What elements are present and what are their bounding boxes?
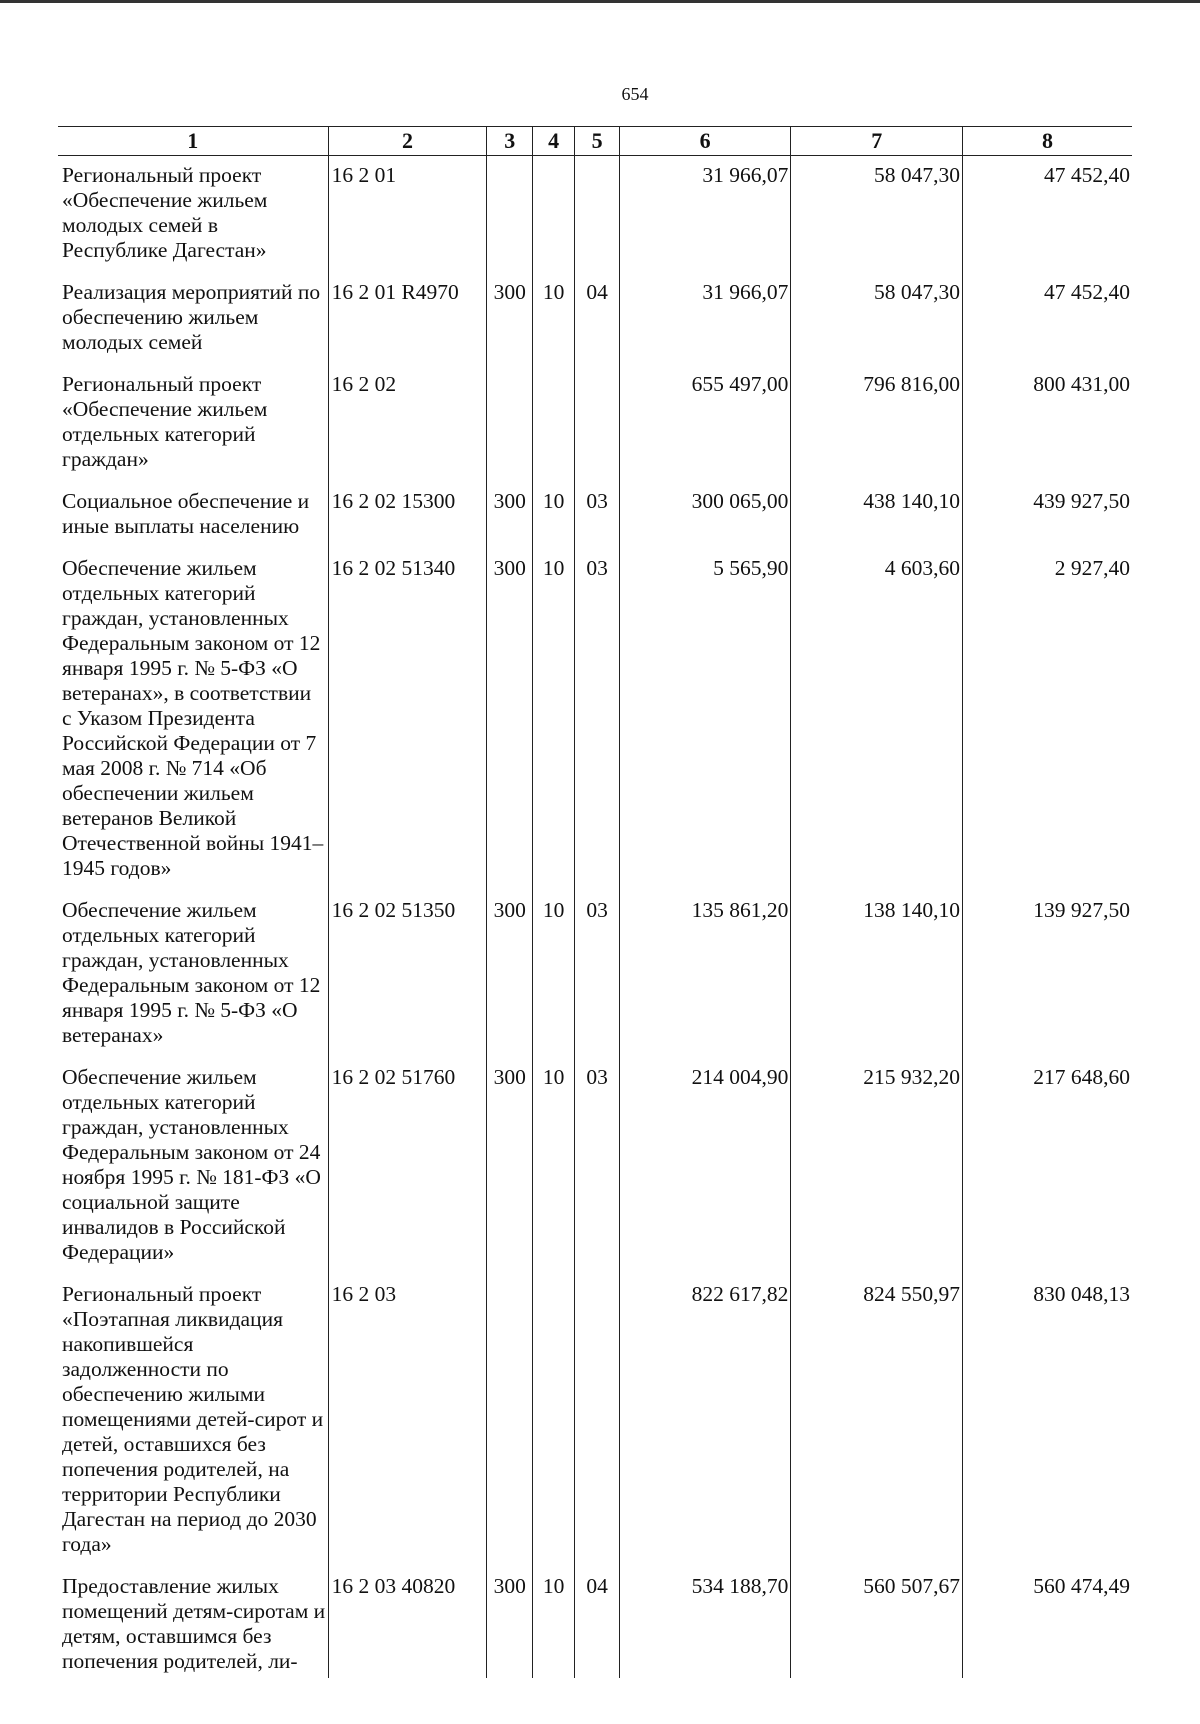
budget-table (58, 126, 1132, 1678)
row-rz: 10 (532, 1058, 574, 1275)
row-rz (532, 1275, 574, 1567)
header-cell: 8 (962, 127, 1132, 156)
table-row (58, 891, 1132, 1058)
row-name: Региональный проект «Обеспечение жильем отдельных категорий граждан» (62, 372, 268, 471)
row-value-col7: 560 507,67 (791, 1567, 963, 1678)
row-code: 16 2 01 R4970 (328, 273, 487, 365)
row-pr: 03 (575, 549, 619, 891)
row-rz: 10 (532, 549, 574, 891)
row-name: Предоставление жилых помещений детям-сиротам и детям, оставшимся без попечения родителей, ли- (62, 1574, 326, 1673)
row-value-col6: 214 004,90 (619, 1058, 791, 1275)
row-value-col6: 655 497,00 (619, 365, 791, 482)
row-pr: 04 (575, 1567, 619, 1678)
row-name: Обеспечение жильем отдельных категорий граждан, установленных Федеральным законом от 24 ноября 1995 г. № 181-ФЗ «О социальной защите инвалидов в Российской Федерации» (62, 1065, 321, 1264)
table-row (58, 482, 1132, 549)
row-vr: 300 (487, 891, 533, 1058)
row-vr: 300 (487, 549, 533, 891)
row-vr: 300 (487, 482, 533, 549)
row-code: 16 2 02 (328, 365, 487, 482)
row-value-col7: 438 140,10 (791, 482, 963, 549)
header-cell: 4 (532, 127, 574, 156)
row-value-col6: 31 966,07 (619, 273, 791, 365)
row-code: 16 2 02 51340 (328, 549, 487, 891)
table-row (58, 1567, 1132, 1678)
row-value-col8: 560 474,49 (962, 1567, 1132, 1678)
row-value-col8: 139 927,50 (962, 891, 1132, 1058)
row-code: 16 2 03 (328, 1275, 487, 1567)
row-name: Региональный проект «Обеспечение жильем молодых семей в Республике Дагестан» (62, 163, 268, 262)
row-vr: 300 (487, 1567, 533, 1678)
row-rz: 10 (532, 891, 574, 1058)
row-rz: 10 (532, 1567, 574, 1678)
table-row (58, 156, 1132, 274)
header-cell: 1 (58, 127, 328, 156)
header-row (58, 127, 1132, 156)
row-value-col8: 800 431,00 (962, 365, 1132, 482)
row-value-col7: 4 603,60 (791, 549, 963, 891)
row-vr: 300 (487, 1058, 533, 1275)
table-row (58, 1275, 1132, 1567)
table-row (58, 549, 1132, 891)
row-code: 16 2 03 40820 (328, 1567, 487, 1678)
row-value-col8: 2 927,40 (962, 549, 1132, 891)
row-value-col7: 138 140,10 (791, 891, 963, 1058)
header-cell: 2 (328, 127, 487, 156)
row-pr: 03 (575, 891, 619, 1058)
row-value-col7: 58 047,30 (791, 156, 963, 274)
table-row (58, 1058, 1132, 1275)
header-cell: 5 (575, 127, 619, 156)
row-value-col6: 300 065,00 (619, 482, 791, 549)
row-value-col8: 47 452,40 (962, 273, 1132, 365)
header-cell: 7 (791, 127, 963, 156)
row-vr (487, 365, 533, 482)
row-rz (532, 365, 574, 482)
row-pr: 03 (575, 1058, 619, 1275)
row-value-col7: 824 550,97 (791, 1275, 963, 1567)
row-value-col8: 830 048,13 (962, 1275, 1132, 1567)
row-rz (532, 156, 574, 274)
row-vr (487, 1275, 533, 1567)
row-value-col6: 5 565,90 (619, 549, 791, 891)
row-pr (575, 156, 619, 274)
row-value-col6: 135 861,20 (619, 891, 791, 1058)
row-value-col6: 31 966,07 (619, 156, 791, 274)
row-name: Реализация мероприятий по обеспечению жильем молодых семей (62, 280, 321, 354)
row-name: Обеспечение жильем отдельных категорий граждан, установленных Федеральным законом от 12 января 1995 г. № 5-ФЗ «О ветеранах» (62, 898, 321, 1047)
header-cell: 6 (619, 127, 791, 156)
row-code: 16 2 02 15300 (328, 482, 487, 549)
row-code: 16 2 02 51760 (328, 1058, 487, 1275)
row-value-col8: 217 648,60 (962, 1058, 1132, 1275)
row-value-col7: 796 816,00 (791, 365, 963, 482)
row-name: Обеспечение жильем отдельных категорий граждан, установленных Федеральным законом от 12 января 1995 г. № 5-ФЗ «О ветеранах», в соответствии с Указом Президента Российской Федерации от 7 мая 2008 г. № 714 «Об обеспечении жильем ветеранов Великой Отечественной войны 1941–1945 годов» (62, 556, 324, 880)
row-rz: 10 (532, 482, 574, 549)
row-pr: 04 (575, 273, 619, 365)
row-pr: 03 (575, 482, 619, 549)
row-value-col6: 822 617,82 (619, 1275, 791, 1567)
top-rule (0, 0, 1200, 3)
row-value-col7: 215 932,20 (791, 1058, 963, 1275)
row-pr (575, 1275, 619, 1567)
row-value-col8: 47 452,40 (962, 156, 1132, 274)
row-code: 16 2 02 51350 (328, 891, 487, 1058)
row-pr (575, 365, 619, 482)
row-code: 16 2 01 (328, 156, 487, 274)
row-value-col8: 439 927,50 (962, 482, 1132, 549)
row-name: Региональный проект «Поэтапная ликвидация накопившейся задолженности по обеспечению жилыми помещениями детей-сирот и детей, оставшихся без попечения родителей, на территории Республики Дагестан на период до 2030 года» (62, 1282, 324, 1556)
header-cell: 3 (487, 127, 533, 156)
row-value-col6: 534 188,70 (619, 1567, 791, 1678)
table-row (58, 365, 1132, 482)
page-number: 654 (621, 84, 649, 104)
row-vr: 300 (487, 273, 533, 365)
table-row (58, 273, 1132, 365)
row-value-col7: 58 047,30 (791, 273, 963, 365)
row-vr (487, 156, 533, 274)
row-name: Социальное обеспечение и иные выплаты населению (62, 489, 310, 538)
row-rz: 10 (532, 273, 574, 365)
